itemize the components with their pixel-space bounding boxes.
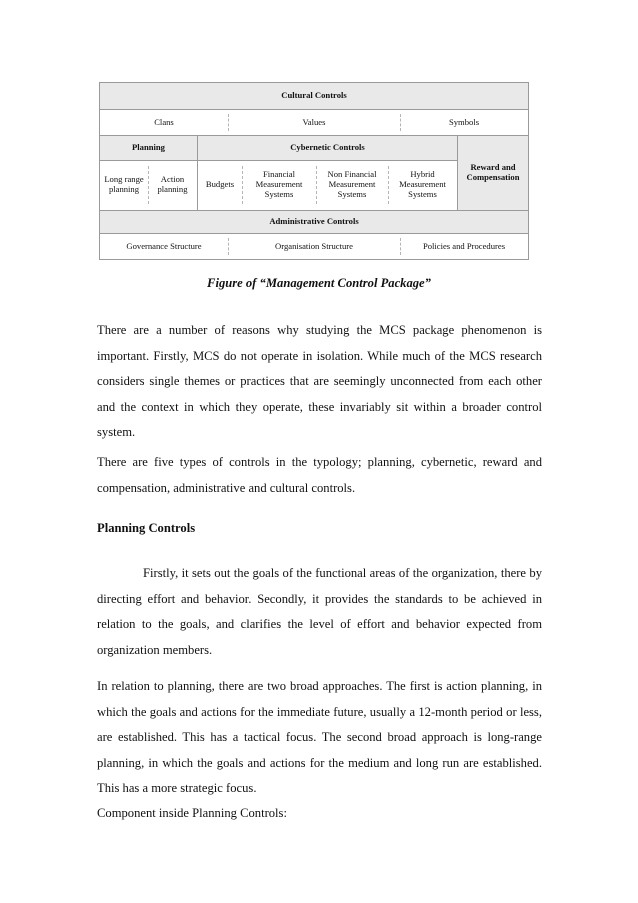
cultural-controls-header: Cultural Controls [100, 83, 528, 109]
cultural-item-symbols: Symbols [448, 116, 480, 127]
management-control-package-diagram [99, 82, 529, 260]
paragraph-component-intro: Component inside Planning Controls: [97, 806, 287, 820]
cybernetic-item-hybrid: Hybrid Measurement Systems [399, 169, 446, 199]
cybernetic-controls-header: Cybernetic Controls [198, 136, 457, 160]
administrative-item-governance: Governance Structure [126, 240, 202, 251]
paragraph-five-types: There are five types of controls in the typology; planning, cybernetic, reward and compensation, administrative and cultural controls. [97, 455, 542, 495]
figure-caption: Figure of “Management Control Package” [207, 276, 431, 290]
section-heading-planning-controls: Planning Controls [97, 521, 196, 535]
cybernetic-item-non-financial: Non Financial Measurement Systems [327, 169, 377, 199]
administrative-item-organisation: Organisation Structure [275, 240, 353, 251]
planning-header: Planning [100, 136, 197, 160]
cybernetic-item-financial: Financial Measurement Systems [255, 169, 303, 199]
paragraph-planning-goals: Firstly, it sets out the goals of the functional areas of the organization, there by directing effort and behavior. Secondly, it provides the standards to be achieved in relation to the goals, and clarifies the level of effort and behavior expected from organization members. [97, 566, 542, 657]
planning-item-action: Action planning [157, 174, 188, 194]
administrative-controls-header: Administrative Controls [100, 211, 528, 233]
cultural-item-clans: Clans [154, 116, 174, 127]
administrative-item-policies: Policies and Procedures [422, 240, 506, 251]
paragraph-planning-approaches: In relation to planning, there are two broad approaches. The first is action planning, in which the goals and actions for the immediate future, usually a 12-month period or less, are established. This has a tactical focus. The second broad approach is long-range planning, in which the goals and actions for the medium and long run are established. This has a more strategic focus. [97, 679, 542, 796]
cultural-item-values: Values [302, 116, 326, 127]
planning-item-long-range: Long range planning [104, 174, 144, 194]
cybernetic-item-budgets: Budgets [205, 179, 235, 190]
divider [100, 160, 457, 161]
paragraph-mcs-package: There are a number of reasons why studying the MCS package phenomenon is important. Firstly, MCS do not operate in isolation. While much of the MCS research considers single themes or practices that are seemingly unconnected from each other and the context in which they operate, these invariably sit within a broader control system. [97, 323, 542, 440]
reward-compensation-box: Reward and Compensation [458, 136, 528, 210]
